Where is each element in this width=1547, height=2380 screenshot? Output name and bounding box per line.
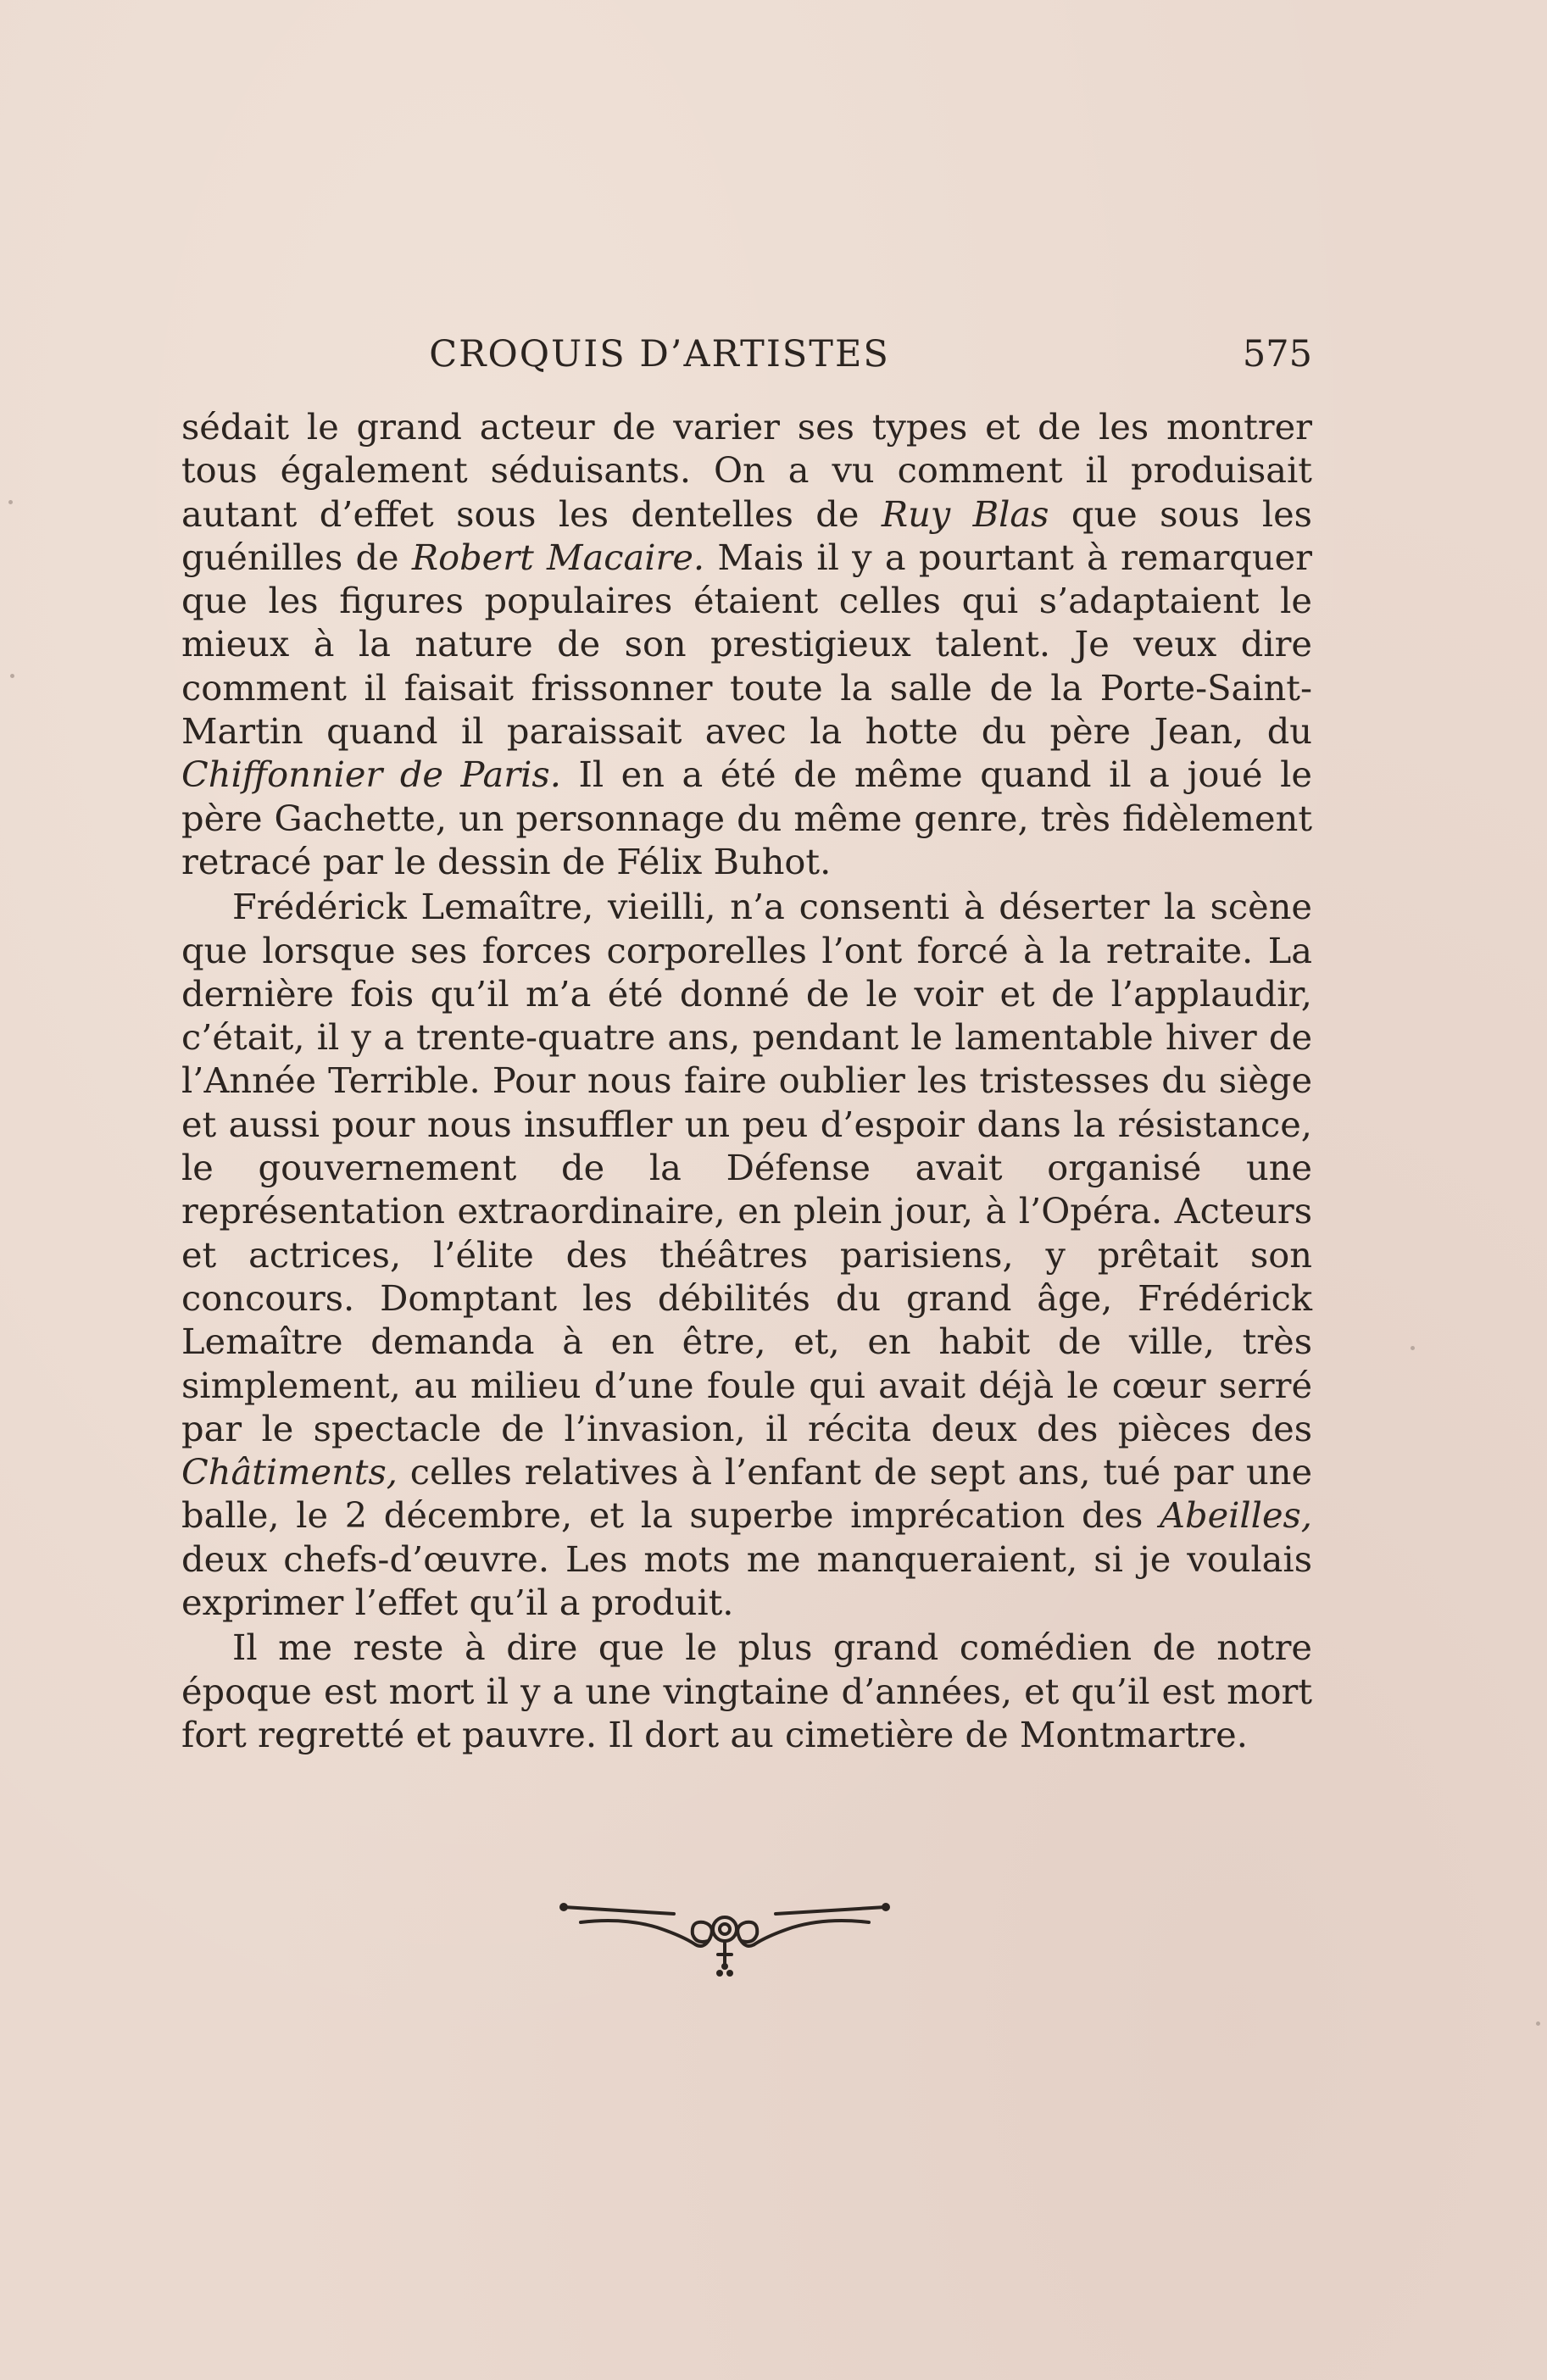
italic-title-abeilles: Abeilles, xyxy=(1160,1494,1312,1537)
paragraph-text: Frédérick Lemaître, vieilli, n’a consenti à déserter la scène que lorsque ses forces corporelles l’ont forcé à la retraite. La dernière fois qu’il m’a été donné de le voir et de l’applaudir, c’était, il y a trente-quatre ans, pendant le lamentable hiver de l’Année Terrible. Pour nous faire oublier les tristesses du siège et aussi pour nous insuffler un peu d’espoir dans la résistance, le gouvernement de la Défense avait organisé une représentation extraordinaire, en plein jour, à l’Opéra. Acteurs et actrices, l’élite des théâtres parisiens, y prêtait son concours. Domptant les débilités du grand âge, Frédérick Lemaître demanda à en être, et, en habit de ville, très simplement, au milieu d’une foule qui avait déjà le cœur serré par le spectacle de l’invasion, il récita deux des pièces des xyxy=(181,886,1312,1449)
running-head xyxy=(193,329,1312,380)
paragraph-text: que sous les guénilles de xyxy=(181,492,1312,578)
italic-title-ruy-blas: Ruy Blas xyxy=(881,492,1049,535)
italic-title-chatiments: Châtiments, xyxy=(181,1451,398,1493)
paragraph-text: sédait le grand acteur de varier ses types et de les montrer tous également séduisants. On a vu comment il produisait autant d’effet sous les dentelles de xyxy=(181,406,1312,535)
paper-speck xyxy=(1536,2021,1540,2026)
paragraph-text: Il en a été de même quand il a joué le père Gachette, un personnage du même genre, très fidèlement retracé par le dessin de Félix Buhot. xyxy=(181,753,1312,882)
paragraph-3 xyxy=(181,1626,1312,1756)
typographic-fleuron-icon xyxy=(555,1892,894,1985)
paragraph-text: deux chefs-d’œuvre. Les mots me manqueraient, si je voulais exprimer l’effet qu’il a produit. xyxy=(181,1538,1312,1624)
running-title: CROQUIS D’ARTISTES xyxy=(429,333,890,375)
paper-speck xyxy=(1411,1346,1415,1350)
paragraph-text: Il me reste à dire que le plus grand comédien de notre époque est mort il y a une vingtaine d’années, et qu’il est mort fort regretté et pauvre. Il dort au cimetière de Montmartre. xyxy=(181,1627,1312,1755)
paragraph-2 xyxy=(181,885,1312,1624)
paragraph-text: celles relatives à l’enfant de sept ans, tué par une balle, le 2 décembre, et la superbe imprécation des xyxy=(181,1451,1312,1537)
italic-title-chiffonnier: Chiffonnier de Paris. xyxy=(181,753,561,796)
page-number: 575 xyxy=(1242,333,1312,375)
paper-speck xyxy=(8,500,13,504)
italic-title-robert-macaire: Robert Macaire. xyxy=(411,536,705,578)
paper-speck xyxy=(10,674,14,678)
body-text xyxy=(181,405,1312,1756)
paragraph-text: Mais il y a pourtant à remarquer que les figures populaires étaient celles qui s’adaptaient le mieux à la nature de son prestigieux talent. Je veux dire comment il faisait frissonner toute la salle de la Porte-Saint-Martin quand il paraissait avec la hotte du père Jean, du xyxy=(181,536,1312,753)
paragraph-1 xyxy=(181,405,1312,883)
